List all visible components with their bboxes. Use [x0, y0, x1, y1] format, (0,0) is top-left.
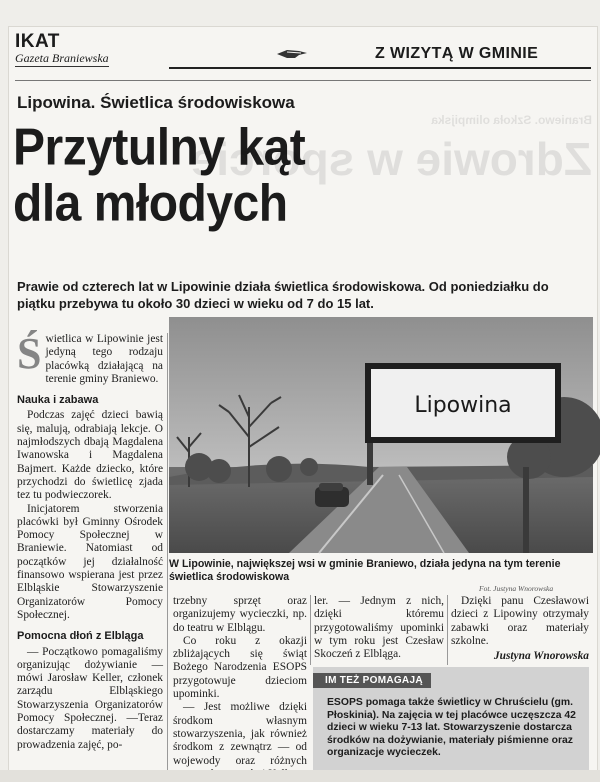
paragraph-4: Co roku z okazji zbliżających się świąt Bożego Narodzenia ESOPS przygotowuje dzieciom upominki.	[173, 634, 307, 701]
photo-illustration	[169, 317, 593, 553]
paragraph-5-cont: ler. — Jednym z nich, dzięki któremu przygotowaliśmy upominki w tym roku jest Czesław Skoczeń z Elbląga.	[314, 595, 444, 661]
bleed-through-line-1: Braniewo. Szkoła olimpijska	[431, 113, 592, 127]
subheading-nauka: Nauka i zabawa	[17, 394, 99, 407]
paragraph-1: Podczas zajęć dzieci bawią się, malują, odrabiają lekcje. O najmłodszych dbają Magdalena Iwanowska i Magdalena Bajmert. Każde dziecko, które przychodzi do świetlicę zjada tez tu podwieczorek.	[17, 409, 163, 502]
page-edge	[0, 770, 600, 782]
column-divider-2	[310, 595, 311, 665]
masthead-title: IKAT	[15, 31, 60, 52]
bleed-through-line-2: Zdrowie w sporcie	[190, 133, 592, 185]
paragraph-2: Inicjatorem stworzenia placówki był Gminny Ośrodek Pomocy Społecznej w Braniewie. Natomiast od początków jej działalność finansowo wspierana jest przez Elbląskie Stowarzyszenie Organizatorów Pomocy Społecznej.	[17, 502, 163, 621]
section-title: Z WIZYTĄ W GMINIE	[375, 45, 539, 62]
column-4	[451, 595, 589, 663]
masthead	[15, 33, 109, 67]
masthead-rule	[15, 80, 591, 81]
author-byline: Justyna Wnorowska	[493, 650, 589, 663]
article-photo	[169, 317, 593, 553]
paper-name: Gazeta Braniewska	[15, 51, 109, 65]
bleed-through-text	[190, 111, 592, 281]
article-kicker: Lipowina. Świetlica środowiskowa	[17, 93, 295, 112]
paragraph-3-cont: trzebny sprzęt oraz organizujemy wycieczki, np. do teatru w Elblągu.	[173, 595, 307, 634]
column-divider-3	[447, 595, 448, 665]
road-sign-text: Lipowina	[414, 393, 512, 418]
headline-line-1: Przytulny kąt	[13, 118, 306, 177]
column-divider	[167, 333, 168, 771]
newspaper-page	[8, 26, 598, 778]
headline-line-2: dla młodych	[13, 175, 288, 233]
paragraph-3: — Początkowo pomagaliśmy organizując dożywianie — mówi Jarosław Keller, członek zarządu Elbląskiego Stowarzyszenia Organizatorów Pomocy Społecznej. —Teraz dostarczamy materiały do prowadzenia zajęć, po-	[17, 645, 163, 751]
sidebar-box	[313, 667, 589, 779]
article-lead: Prawie od czterech lat w Lipowinie działa świetlica środowiskowa. Od poniedziałku do piątku przebywa tu około 30 dzieci w wieku od 7 do 15 lat.	[17, 279, 549, 311]
column-3	[314, 595, 444, 661]
sidebar-box-title: IM TEŻ POMAGAJĄ	[313, 673, 431, 688]
column-2	[173, 595, 307, 781]
drop-cap: Ś	[17, 329, 42, 378]
paragraph-5: — Jest możliwe dzięki środkom własnym stowarzyszenia, jak również środkom z zewnątrz — od wojewody oraz różnych	[173, 701, 307, 767]
photo-credit: Fot. Justyna Wnorowska	[479, 584, 554, 593]
photo-caption: W Lipowinie, największej wsi w gminie Braniewo, działa jedyna na tym terenie świetlica środowiskowa	[169, 558, 561, 583]
column-1	[17, 329, 163, 752]
paragraph-6: Dzięki panu Czesławowi dzieci z Lipowiny otrzymały zabawki oraz materiały szkolne.	[451, 595, 589, 647]
pointing-hand-icon	[275, 47, 309, 61]
sidebar-box-text: ESOPS pomaga także świetlicy w Chruścielu (gm. Płoskinia). Na zajęcia w tej placówce uczęszcza 42 dzieci w wieku 7-13 lat. Stowarzyszenie dostarcza środków na dożywianie, materiały piśmienne oraz organizacje wycieczek.	[327, 697, 576, 759]
intro-paragraph	[17, 329, 163, 386]
header-rule	[169, 67, 591, 69]
subheading-pomocna: Pomocna dłoń z Elbląga	[17, 630, 144, 643]
intro-text: wietlica w Lipowinie jest jedyną tego rodzaju placówką działającą na terenie gminy Braniewo.	[45, 333, 163, 385]
